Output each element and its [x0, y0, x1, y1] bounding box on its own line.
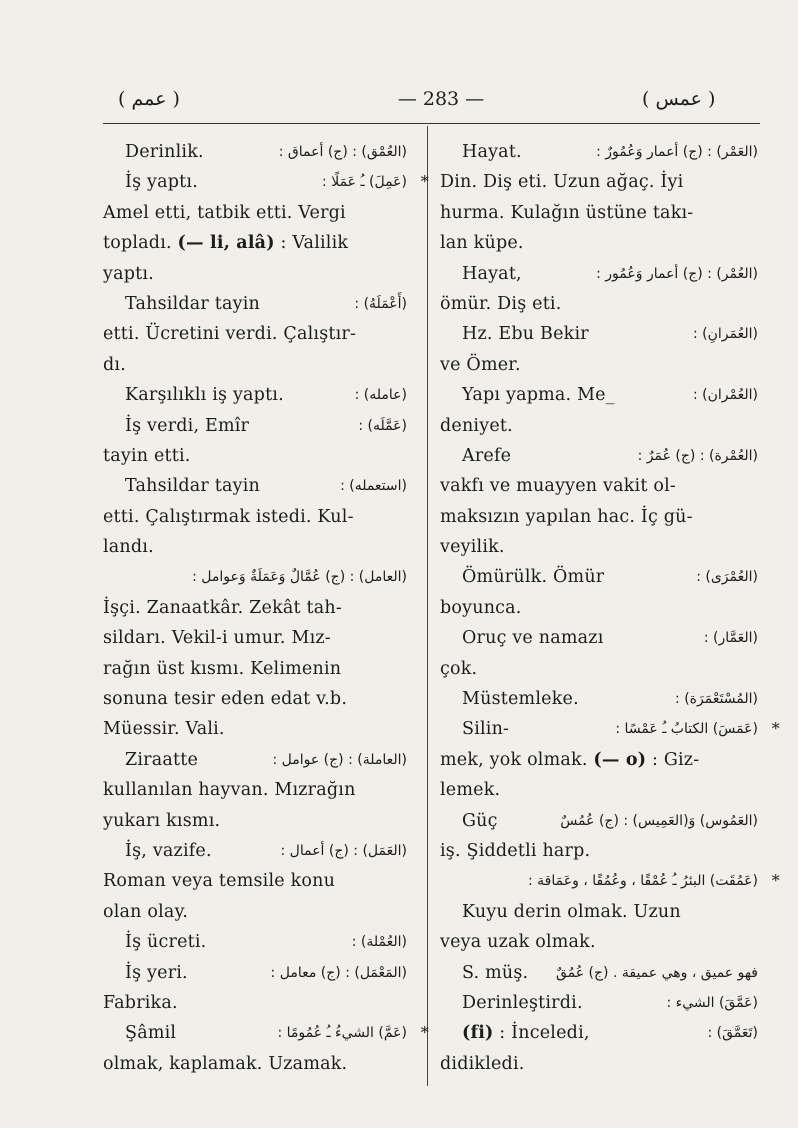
entry-line: [103, 228, 407, 258]
entry-line: [103, 411, 407, 441]
turkish-text: etti. Ücretini verdi. Çalıştır-: [103, 324, 357, 345]
entry-line: [103, 441, 407, 471]
turkish-text: Oruç ve namazı: [462, 628, 604, 649]
entry-line: [103, 623, 407, 653]
entry-line: [440, 562, 758, 592]
entry-star-marker: *: [420, 1023, 429, 1043]
turkish-text: didikledi.: [440, 1053, 525, 1074]
entry-line: [103, 897, 407, 927]
turkish-text: Silin-: [462, 719, 510, 740]
turkish-text: Tahsildar tayin: [125, 293, 260, 314]
entry-line: [440, 228, 758, 258]
arabic-headword: (العَمَّار) :: [703, 630, 758, 647]
turkish-text: Şâmil: [125, 1023, 177, 1044]
entry-line: [103, 1049, 407, 1079]
turkish-text: Ömürülk. Ömür: [462, 567, 605, 588]
arabic-headword: (العَمَل) : (ج) أعمال :: [280, 842, 407, 859]
turkish-text: Yapı yapma. Me_: [462, 385, 615, 406]
entry-line: [440, 532, 758, 562]
entry-line: [440, 259, 758, 289]
grammar-marker: (— li, alâ): [177, 233, 275, 254]
turkish-text: etti. Çalıştırmak istedi. Kul-: [103, 506, 354, 527]
turkish-text: (fi) : İnceledi,: [462, 1023, 590, 1044]
turkish-text: çok.: [440, 658, 478, 679]
arabic-headword-line: (العامل) : (ج) عُمَّالٌ وَعَمَلَةٌ وَعوامل :: [192, 569, 407, 586]
turkish-text: Roman veya temsile konu: [103, 871, 336, 892]
page-header: [0, 88, 798, 118]
turkish-text: rağın üst kısmı. Kelimenin: [103, 658, 342, 679]
entry-line: [440, 714, 780, 744]
entry-line: [103, 775, 407, 805]
entry-line: [103, 806, 407, 836]
grammar-marker: (fi): [462, 1023, 494, 1044]
entry-line: [440, 897, 758, 927]
turkish-text: S. müş.: [462, 962, 529, 983]
turkish-text: Fabrika.: [103, 992, 178, 1013]
turkish-text: maksızın yapılan hac. İç gü-: [440, 506, 693, 527]
turkish-text: lan küpe.: [440, 233, 524, 254]
entry-line: [103, 471, 407, 501]
turkish-text: olan olay.: [103, 901, 189, 922]
turkish-text: İş verdi, Emîr: [125, 415, 250, 436]
entry-line: [440, 866, 780, 896]
entry-line: [103, 289, 407, 319]
arabic-headword: (استعمله) :: [340, 478, 407, 495]
turkish-text: Hayat.: [462, 142, 522, 162]
entry-line: [103, 167, 429, 197]
turkish-text: Amel etti, tatbik etti. Vergi: [103, 202, 346, 223]
entry-line: [440, 502, 758, 532]
entry-line: [103, 836, 407, 866]
entry-line: [103, 866, 407, 896]
entry-line: [440, 775, 758, 805]
grammar-marker: (— o): [593, 749, 647, 770]
turkish-text: Müessir. Vali.: [103, 719, 225, 740]
arabic-headword: (العُمْرَى) :: [696, 569, 758, 586]
header-right-guide-word: ( عمس ): [642, 88, 716, 110]
arabic-headword: (العُمْرة) : (ج) عُمَرٌ :: [637, 447, 758, 464]
turkish-text: topladı. (— li, alâ) : Valilik: [103, 233, 349, 254]
turkish-text: İşçi. Zanaatkâr. Zekât tah-: [103, 597, 342, 618]
entry-line: [103, 714, 407, 744]
entry-star-marker: *: [771, 871, 780, 891]
page-number: — 283 —: [397, 88, 485, 110]
entry-line: [103, 958, 407, 988]
entry-line: [440, 441, 758, 471]
entry-line: [103, 259, 407, 289]
entry-line: [440, 198, 758, 228]
turkish-text: dı.: [103, 354, 126, 375]
turkish-text: Hz. Ebu Bekir: [462, 324, 589, 345]
arabic-headword: (عامله) :: [354, 387, 407, 404]
entry-line: [103, 745, 407, 775]
entry-line: [440, 623, 758, 653]
entry-line: [440, 806, 758, 836]
entry-star-marker: *: [771, 719, 780, 739]
entry-line: [440, 836, 758, 866]
arabic-headword: (العَمُوس) وَ(العَمِيس) : (ج) عُمُسٌ: [560, 812, 758, 829]
entry-line: [103, 654, 407, 684]
entry-line: [103, 532, 407, 562]
entry-line: [103, 562, 407, 592]
arabic-headword: (العُمْق) : (ج) أعماق :: [278, 144, 407, 160]
turkish-text: vakfı ve muayyen vakit ol-: [440, 476, 676, 497]
entry-line: [440, 471, 758, 501]
entry-line: [103, 927, 407, 957]
arabic-headword: (العُمْران) :: [693, 387, 758, 404]
turkish-text: Kuyu derin olmak. Uzun: [462, 901, 681, 922]
entry-line: [440, 319, 758, 349]
entry-line: [440, 411, 758, 441]
entry-line: [440, 654, 758, 684]
arabic-headword: (تَعَمَّقَ) :: [707, 1025, 758, 1042]
arabic-headword-line: (عَمُقَت) البئرُ ـُ عُمْقًا ، وعُمُقًا ، وعَمَاقة :: [527, 873, 758, 890]
turkish-text: ve Ömer.: [440, 354, 521, 375]
arabic-headword: (العَمْر) : (ج) أعمار وَعُمُورٌ :: [596, 144, 758, 160]
turkish-text: İş ücreti.: [125, 932, 207, 953]
entry-line: [440, 350, 758, 380]
turkish-text: kullanılan hayvan. Mızrağın: [103, 780, 356, 801]
turkish-text: veya uzak olmak.: [440, 932, 596, 953]
entry-line: [440, 1018, 758, 1048]
turkish-text: yaptı.: [103, 263, 154, 284]
turkish-text: Derinleştirdi.: [462, 992, 583, 1013]
turkish-text: Tahsildar tayin: [125, 476, 260, 497]
turkish-text: yukarı kısmı.: [103, 810, 221, 831]
entry-star-marker: *: [420, 172, 429, 192]
entry-line: [103, 350, 407, 380]
turkish-text: Hayat,: [462, 263, 522, 284]
turkish-text: İş yaptı.: [125, 172, 198, 193]
turkish-text: iş. Şiddetli harp.: [440, 840, 591, 861]
turkish-text: İş, vazife.: [125, 840, 212, 861]
turkish-text: Karşılıklı iş yaptı.: [125, 385, 284, 406]
entry-line: [440, 289, 758, 319]
turkish-text: veyilik.: [440, 537, 505, 558]
entry-line: [103, 137, 407, 167]
turkish-text: landı.: [103, 537, 154, 558]
arabic-headword: (العُمْلة) :: [351, 934, 407, 951]
arabic-headword: فهو عميق ، وهي عميقة . (ج) عُمُقٌ: [555, 964, 758, 981]
entry-line: [103, 684, 407, 714]
entry-line: [103, 988, 407, 1018]
entry-line: [103, 593, 407, 623]
entry-line: [103, 1018, 429, 1048]
turkish-text: Derinlik.: [125, 142, 204, 162]
arabic-headword: (العُمْر) : (ج) أعمار وَعُمُور :: [596, 265, 758, 282]
turkish-text: sonuna tesir eden edat v.b.: [103, 689, 348, 710]
entry-line: [440, 958, 758, 988]
turkish-text: Müstemleke.: [462, 689, 579, 710]
entry-line: [440, 380, 758, 410]
entry-line: [440, 684, 758, 714]
arabic-headword: (العاملة) : (ج) عوامل :: [272, 751, 407, 768]
arabic-headword: (عَمَّقَ) الشيء :: [666, 994, 758, 1011]
turkish-text: Güç: [462, 810, 498, 831]
turkish-text: Ziraatte: [125, 749, 199, 770]
header-rule: [103, 123, 760, 124]
turkish-text: İş yeri.: [125, 962, 188, 983]
entry-line: [103, 319, 407, 349]
turkish-text: sildarı. Vekil-i umur. Mız-: [103, 628, 331, 649]
arabic-headword: (عَمَّلَه) :: [358, 417, 407, 434]
turkish-text: boyunca.: [440, 597, 522, 618]
arabic-headword: (المُسْتَعْمَرَة) :: [675, 691, 758, 708]
entry-line: [440, 927, 758, 957]
arabic-headword: (عَمَّ) الشيءُ ـُ عُمُومًا :: [277, 1025, 407, 1042]
turkish-text: hurma. Kulağın üstüne takı-: [440, 202, 694, 223]
header-left-guide-word: ( عمم ): [118, 88, 180, 110]
column-divider: [427, 126, 428, 1086]
arabic-headword: (المَعْمَل) : (ج) معامل :: [270, 964, 407, 981]
turkish-text: ömür. Diş eti.: [440, 293, 562, 314]
entry-line: [103, 380, 407, 410]
arabic-headword: (عَمَسَ) الكتابُ ـُ عَمْسًا :: [615, 721, 758, 738]
arabic-headword: (أَعْمَلَهُ) :: [354, 295, 407, 312]
turkish-text: deniyet.: [440, 415, 513, 436]
turkish-text: tayin etti.: [103, 445, 191, 466]
arabic-headword: (عَمِلَ) ـُ عَمَلًا :: [322, 174, 407, 191]
left-column: [103, 137, 429, 1079]
turkish-text: Arefe: [462, 445, 512, 466]
turkish-text: lemek.: [440, 780, 501, 801]
entry-line: [440, 1049, 758, 1079]
right-column: [440, 137, 780, 1079]
entry-line: [103, 502, 407, 532]
entry-line: [440, 593, 758, 623]
entry-line: [440, 988, 758, 1018]
turkish-text: olmak, kaplamak. Uzamak.: [103, 1053, 348, 1074]
entry-line: [440, 167, 758, 197]
turkish-text: mek, yok olmak. (— o) : Giz-: [440, 749, 700, 770]
entry-line: [103, 198, 407, 228]
turkish-text: Din. Diş eti. Uzun ağaç. İyi: [440, 172, 684, 193]
entry-line: [440, 745, 758, 775]
arabic-headword: (العُمَرانِ) :: [693, 326, 758, 343]
entry-line: [440, 137, 758, 167]
